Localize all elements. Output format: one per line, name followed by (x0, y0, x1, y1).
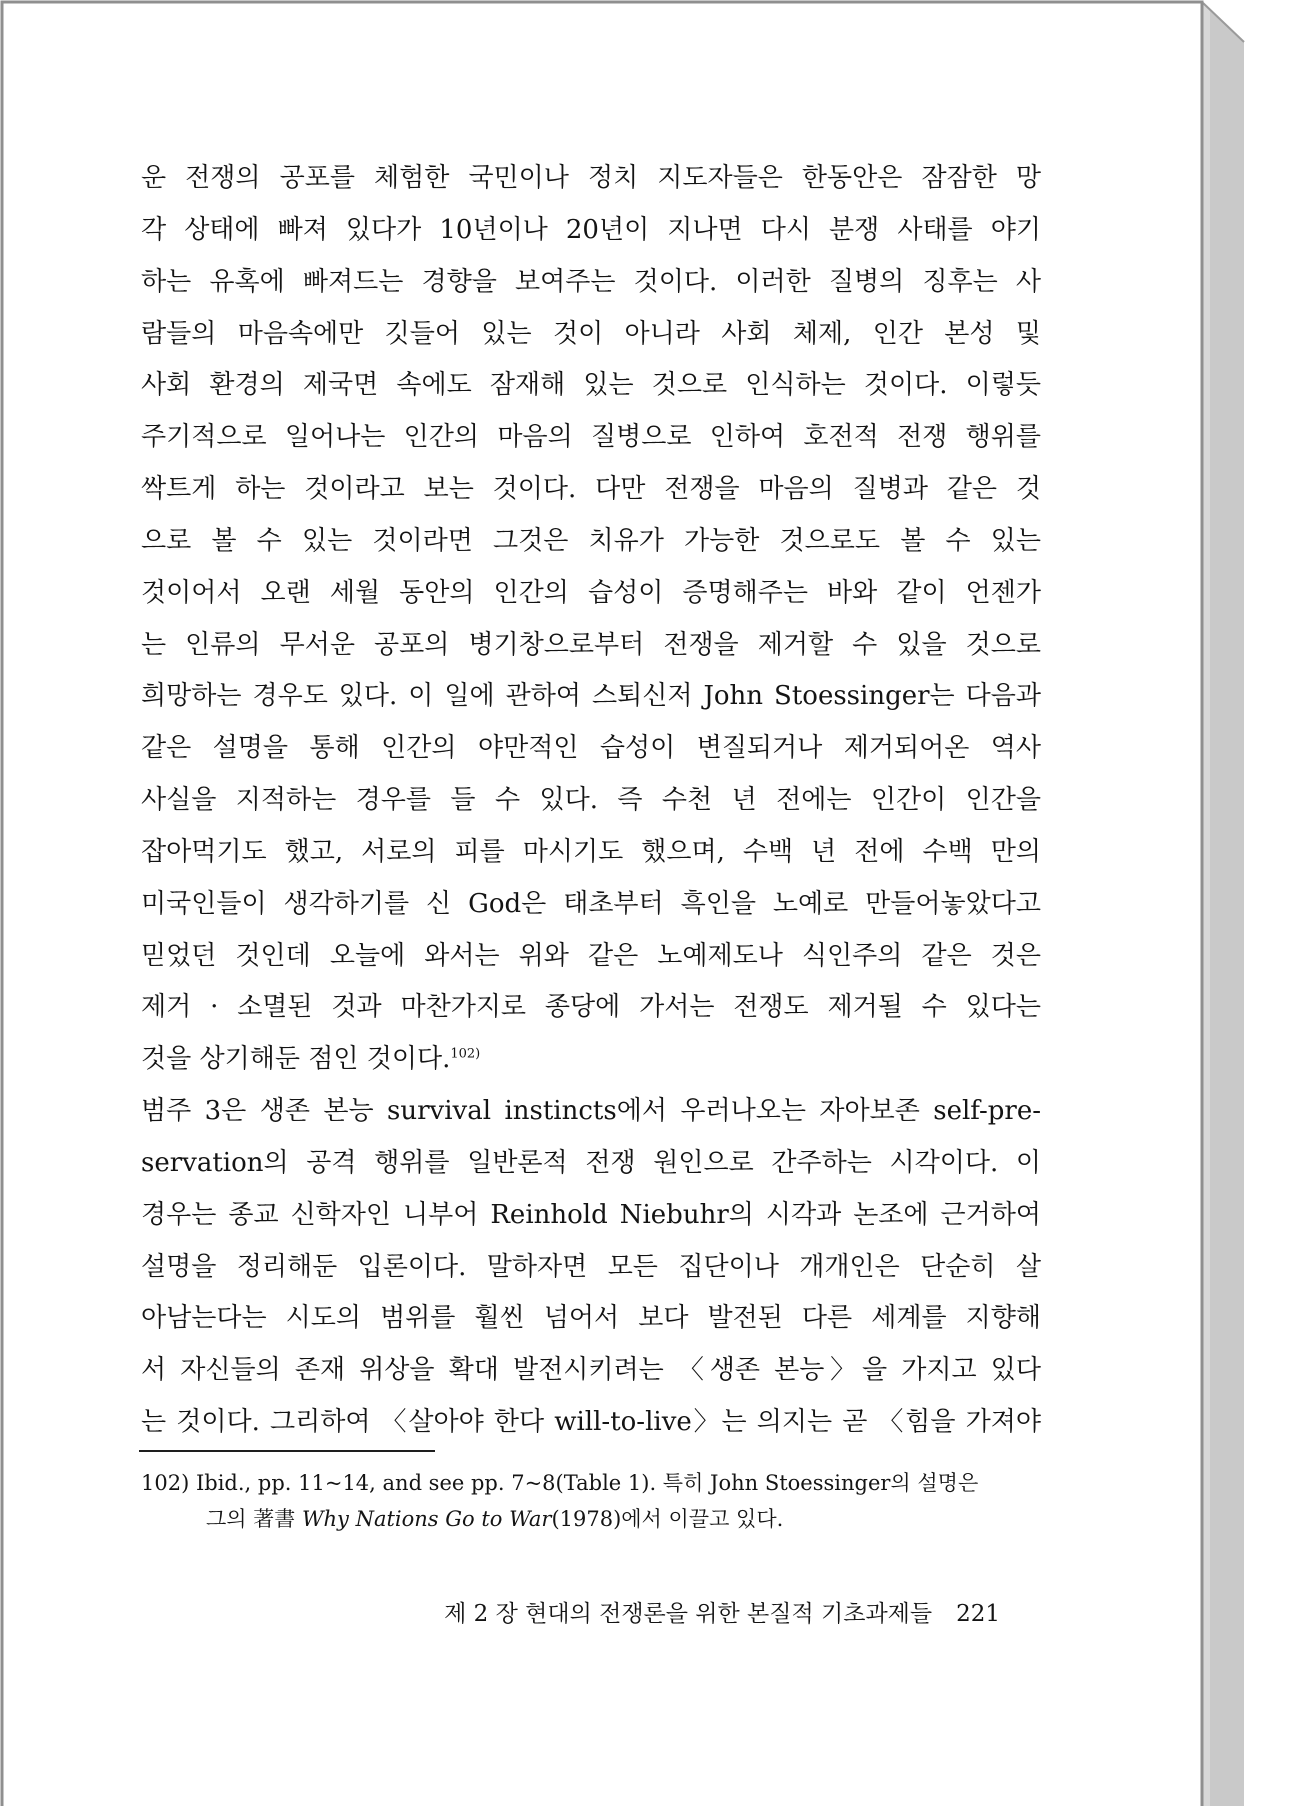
body-line: 사실을 지적하는 경우를 들 수 있다. 즉 수천 년 전에는 인간이 인간을 (141, 785, 1041, 815)
body-line: 사회 환경의 제국면 속에도 잠재해 있는 것으로 인식하는 것이다. 이렇듯 (141, 370, 1041, 401)
footnote-line-2 (206, 1502, 783, 1536)
body-line: 으로 볼 수 있는 것이라면 그것은 치유가 가능한 것으로도 볼 수 있는 (141, 525, 1041, 556)
body-line: 희망하는 경우도 있다. 이 일에 관하여 스퇴신저 John Stoessinger는 다음과 (141, 681, 1041, 712)
running-title: 제 2 장 현대의 전쟁론을 위한 본질적 기초과제들 (444, 1601, 933, 1627)
body-line: 같은 설명을 통해 인간의 야만적인 습성이 변질되거나 제거되어온 역사 (141, 733, 1041, 764)
paragraph-line: 서 자신들의 존재 위상을 확대 발전시키려는 〈생존 본능〉을 가지고 있다 (141, 1355, 1041, 1386)
paragraph-line: 범주 3은 생존 본능 survival instincts에서 우러나오는 자아보존 self-pre- (141, 1096, 1041, 1126)
body-line: 각 상태에 빠져 있다가 10년이나 20년이 지나면 다시 분쟁 사태를 야기 (141, 214, 1041, 245)
footnote-reference: 102) (450, 1046, 481, 1062)
body-line: 싹트게 하는 것이라고 보는 것이다. 다만 전쟁을 마음의 질병과 같은 것 (141, 474, 1041, 504)
body-line-last (141, 1039, 1041, 1079)
body-line: 제거 · 소멸된 것과 마찬가지로 종당에 가서는 전쟁도 제거될 수 있다는 (141, 992, 1041, 1023)
body-line: 하는 유혹에 빠져드는 경향을 보여주는 것이다. 이러한 질병의 징후는 사 (141, 266, 1041, 297)
body-line: 것이어서 오랜 세월 동안의 인간의 습성이 증명해주는 바와 같이 언젠가 (141, 577, 1041, 608)
running-footer (400, 1594, 1000, 1634)
paragraph-line: servation의 공격 행위를 일반론적 전쟁 원인으로 간주하는 시각이다. 이 (141, 1147, 1041, 1178)
footnote-line-1 (141, 1466, 978, 1500)
footnote-number: 102) (141, 1471, 190, 1495)
paragraph-line: 경우는 종교 신학자인 니부어 Reinhold Niebuhr의 시각과 논조에 근거하여 (141, 1199, 1041, 1230)
footnote-separator (139, 1450, 435, 1452)
footnote-book-title: Why Nations Go to War (301, 1507, 552, 1531)
body-line: 람들의 마음속에만 깃들어 있는 것이 아니라 사회 체제, 인간 본성 및 (141, 318, 1041, 349)
body-line-text: 것을 상기해둔 점인 것이다. (141, 1044, 451, 1075)
footnote-text-2-prefix: 그의 著書 (206, 1507, 302, 1531)
body-line: 믿었던 것인데 오늘에 와서는 위와 같은 노예제도나 식인주의 같은 것은 (141, 940, 1041, 971)
body-line: 잡아먹기도 했고, 서로의 피를 마시기도 했으며, 수백 년 전에 수백 만의 (141, 836, 1041, 867)
paragraph-line: 설명을 정리해둔 입론이다. 말하자면 모든 집단이나 개개인은 단순히 살 (141, 1251, 1041, 1282)
body-line: 주기적으로 일어나는 인간의 마음의 질병으로 인하여 호전적 전쟁 행위를 (141, 422, 1041, 453)
paragraph-line: 아남는다는 시도의 범위를 훨씬 넘어서 보다 발전된 다른 세계를 지향해 (141, 1303, 1041, 1334)
footnote-text-1: Ibid., pp. 11~14, and see pp. 7~8(Table 1). 특히 John Stoessinger의 설명은 (195, 1471, 979, 1495)
paragraph-line: 는 것이다. 그리하여 〈살아야 한다 will-to-live〉는 의지는 곧 〈힘을 가져야 (141, 1407, 1041, 1437)
body-line: 미국인들이 생각하기를 신 God은 태초부터 흑인을 노예로 만들어놓았다고 (141, 888, 1041, 919)
body-line: 운 전쟁의 공포를 체험한 국민이나 정치 지도자들은 한동안은 잠잠한 망 (141, 163, 1041, 193)
body-line: 는 인류의 무서운 공포의 병기창으로부터 전쟁을 제거할 수 있을 것으로 (141, 629, 1041, 660)
page-number: 221 (956, 1601, 1000, 1627)
footnote-text-2-suffix: (1978)에서 이끌고 있다. (551, 1507, 784, 1531)
